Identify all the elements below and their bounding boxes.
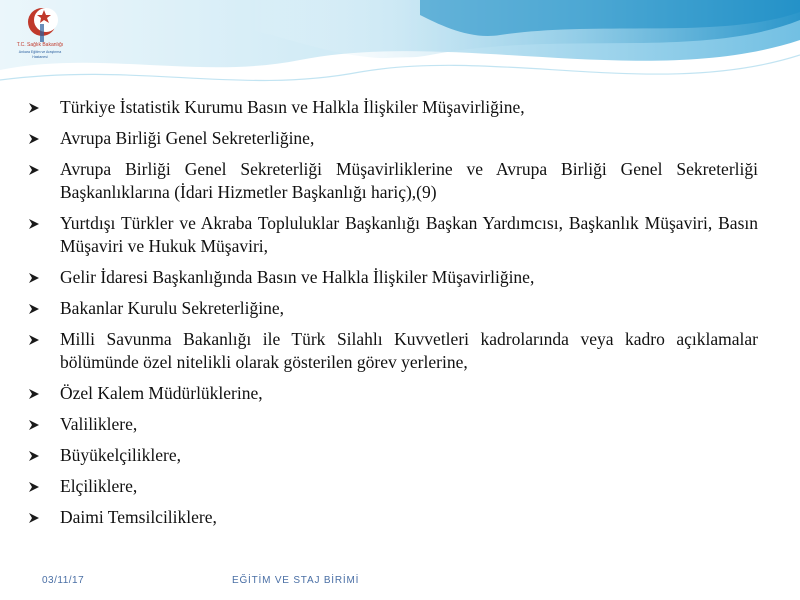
arrow-bullet-icon [28,272,40,284]
list-item [28,475,758,498]
bullet-list [28,96,758,537]
list-item-text: Gelir İdaresi Başkanlığında Basın ve Halkla İlişkiler Müşavirliğine, [60,267,535,287]
arrow-bullet-icon [28,218,40,230]
list-item-text: Özel Kalem Müdürlüklerine, [60,383,263,403]
arrow-bullet-icon [28,303,40,315]
list-item-text: Yurtdışı Türkler ve Akraba Topluluklar Başkanlığı Başkan Yardımcısı, Başkanlık Müşaviri, Basın Müşaviri ve Hukuk Müşaviri, [60,213,758,256]
list-item [28,413,758,436]
ministry-logo [6,4,76,72]
list-item-text: Avrupa Birliği Genel Sekreterliğine, [60,128,315,148]
list-item-text: Türkiye İstatistik Kurumu Basın ve Halkla İlişkiler Müşavirliğine, [60,97,525,117]
list-item-text: Daimi Temsilciliklere, [60,507,217,527]
list-item [28,158,758,204]
list-item [28,506,758,529]
list-item [28,96,758,119]
arrow-bullet-icon [28,481,40,493]
list-item-text: Milli Savunma Bakanlığı ile Türk Silahlı Kuvvetleri kadrolarında veya kadro açıklamalar bölümünde özel nitelikli olarak gösterilen görev yerlerine, [60,329,758,372]
list-item [28,382,758,405]
list-item [28,444,758,467]
list-item [28,127,758,150]
list-item [28,297,758,320]
list-item-text: Bakanlar Kurulu Sekreterliğine, [60,298,285,318]
footer-date: 03/11/17 [42,575,85,586]
arrow-bullet-icon [28,450,40,462]
list-item [28,212,758,258]
arrow-bullet-icon [28,334,40,346]
list-item-text: Elçiliklere, [60,476,138,496]
arrow-bullet-icon [28,512,40,524]
header-wave-decoration [0,0,800,110]
list-item-text: Avrupa Birliği Genel Sekreterliği Müşavirliklerine ve Avrupa Birliği Genel Sekreterliği Başkanlıklarına (İdari Hizmetler Başkanlığı hariç),(9) [60,159,758,202]
list-item-text: Büyükelçiliklere, [60,445,182,465]
arrow-bullet-icon [28,419,40,431]
list-item [28,266,758,289]
list-item-text: Valiliklere, [60,414,138,434]
list-item [28,328,758,374]
logo-subtitle: Ankara Eğitim ve Araştırma Hastanesi [18,50,62,59]
footer-unit-name: EĞİTİM VE STAJ BİRİMİ [232,575,360,586]
arrow-bullet-icon [28,102,40,114]
logo-title: T.C. Sağlık Bakanlığı [16,42,64,48]
arrow-bullet-icon [28,164,40,176]
arrow-bullet-icon [28,133,40,145]
arrow-bullet-icon [28,388,40,400]
